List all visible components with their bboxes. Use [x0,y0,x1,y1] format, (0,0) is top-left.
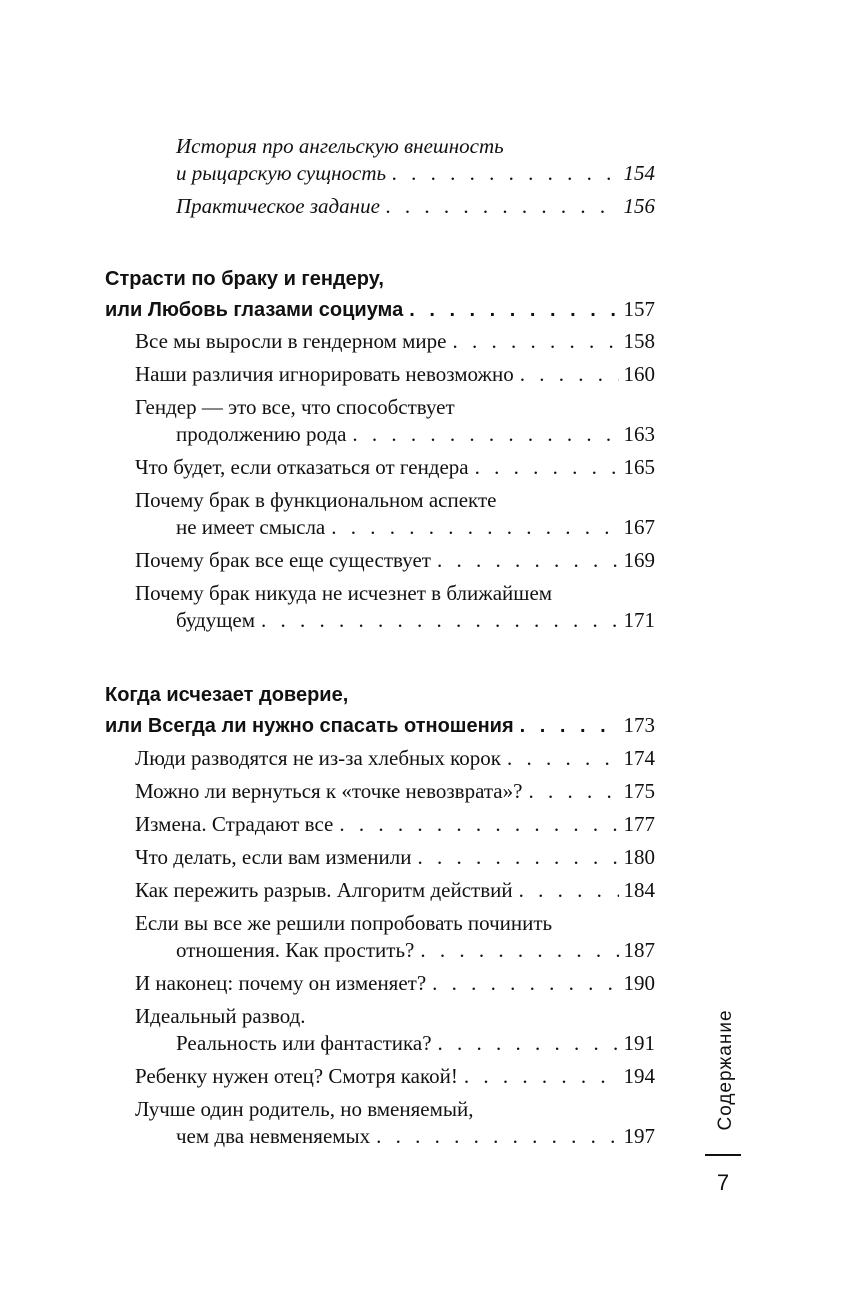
entry-title: Измена. Страдают все [135,812,334,836]
dot-leader [386,191,619,221]
entry-page-number: 194 [623,1064,655,1088]
entry-title: Наши различия игнорировать невозможно [135,362,514,386]
section-heading [105,710,655,740]
toc-entry-line: Идеальный развод. [135,1004,306,1028]
dot-leader [438,1028,619,1058]
entry-page-number: 197 [623,1124,655,1148]
toc-entry [176,605,655,635]
entry-title: Люди разводятся не из-за хлебных корок [135,746,501,770]
entry-page-number: 158 [623,329,655,353]
toc-entry-line: История про ангельскую внешность [176,134,504,158]
entry-title: чем два невменяемых [176,1124,371,1148]
dot-leader [519,875,619,905]
entry-title: или Любовь глазами социума [105,299,404,321]
running-section-label [707,990,737,1150]
toc-entry-line: Лучше один родитель, но вменяемый, [135,1097,474,1121]
entry-page-number: 169 [623,548,655,572]
dot-leader [331,512,618,542]
entry-page-number: 167 [623,515,655,539]
entry-title: Ребенку нужен отец? Смотря какой! [135,1064,458,1088]
toc-entry [176,1028,655,1058]
entry-title: И наконец: почему он изменяет? [135,971,427,995]
toc-entry [135,875,655,905]
dot-leader [520,711,619,741]
entry-page-number: 174 [623,746,655,770]
dot-leader [452,326,618,356]
entry-title: Практическое задание [176,194,380,218]
toc-entry [135,359,655,389]
folio-rule [705,1154,741,1156]
dot-leader [261,605,618,635]
entry-title: Что делать, если вам изменили [135,845,412,869]
toc-entry [176,935,655,965]
toc-entry [135,743,655,773]
section-heading [105,294,655,324]
entry-title: отношения. Как простить? [176,938,415,962]
entry-title: продолжению рода [176,422,347,446]
dot-leader [475,452,619,482]
entry-page-number: 177 [623,812,655,836]
entry-title: не имеет смысла [176,515,326,539]
toc-entry [135,452,655,482]
entry-page-number: 165 [623,455,655,479]
entry-page-number: 180 [623,845,655,869]
entry-title: Можно ли вернуться к «точке невозврата»? [135,779,523,803]
entry-page-number: 184 [623,878,655,902]
entry-title: будущем [176,608,256,632]
entry-page-number: 191 [623,1031,655,1055]
toc-entry [135,809,655,839]
toc-entry [135,326,655,356]
toc-entry [176,419,655,449]
entry-title: Что будет, если отказаться от гендера [135,455,469,479]
dot-leader [409,295,618,325]
page-number: 7 [716,1170,730,1195]
entry-page-number: 190 [623,971,655,995]
toc-entry [176,191,655,221]
toc-entry [135,968,655,998]
dot-leader [464,1061,619,1091]
entry-title: Как пережить разрыв. Алгоритм действий [135,878,513,902]
dot-leader [418,842,619,872]
dot-leader [352,419,618,449]
toc-entry [135,1061,655,1091]
entry-title: и рыцарскую сущность [176,161,387,185]
toc-entry-line: Если вы все же решили попробовать починить [135,911,553,935]
dot-leader [507,743,619,773]
toc-entry [176,1121,655,1151]
entry-page-number: 175 [623,779,655,803]
toc-entry [135,842,655,872]
dot-leader [392,158,618,188]
toc-entry [176,158,655,188]
entry-page-number: 154 [623,161,655,185]
toc-entry-line: Почему брак никуда не исчезнет в ближайшем [135,581,553,605]
section-label-text: Содержание [715,1009,736,1131]
entry-page-number: 156 [623,194,655,218]
section-title: Страсти по браку и гендеру, [105,268,384,290]
entry-title: Реальность или фантастика? [176,1031,432,1055]
dot-leader [339,809,618,839]
entry-page-number: 160 [623,362,655,386]
entry-page-number: 187 [623,938,655,962]
entry-page-number: 173 [623,713,655,737]
toc-entry [176,512,655,542]
toc-entry [135,545,655,575]
entry-page-number: 163 [623,422,655,446]
dot-leader [376,1121,618,1151]
toc-entry-line: Почему брак в функциональном аспекте [135,488,497,512]
section-title: Когда исчезает доверие, [105,684,349,706]
entry-page-number: 157 [623,297,655,321]
dot-leader [420,935,618,965]
entry-page-number: 171 [623,608,655,632]
dot-leader [437,545,619,575]
entry-title: или Всегда ли нужно спасать отношения [105,715,514,737]
dot-leader [520,359,619,389]
dot-leader [432,968,618,998]
toc-entry-line: Гендер — это все, что способствует [135,395,455,419]
toc-entry [135,776,655,806]
entry-title: Почему брак все еще существует [135,548,431,572]
entry-title: Все мы выросли в гендерном мире [135,329,447,353]
dot-leader [528,776,618,806]
